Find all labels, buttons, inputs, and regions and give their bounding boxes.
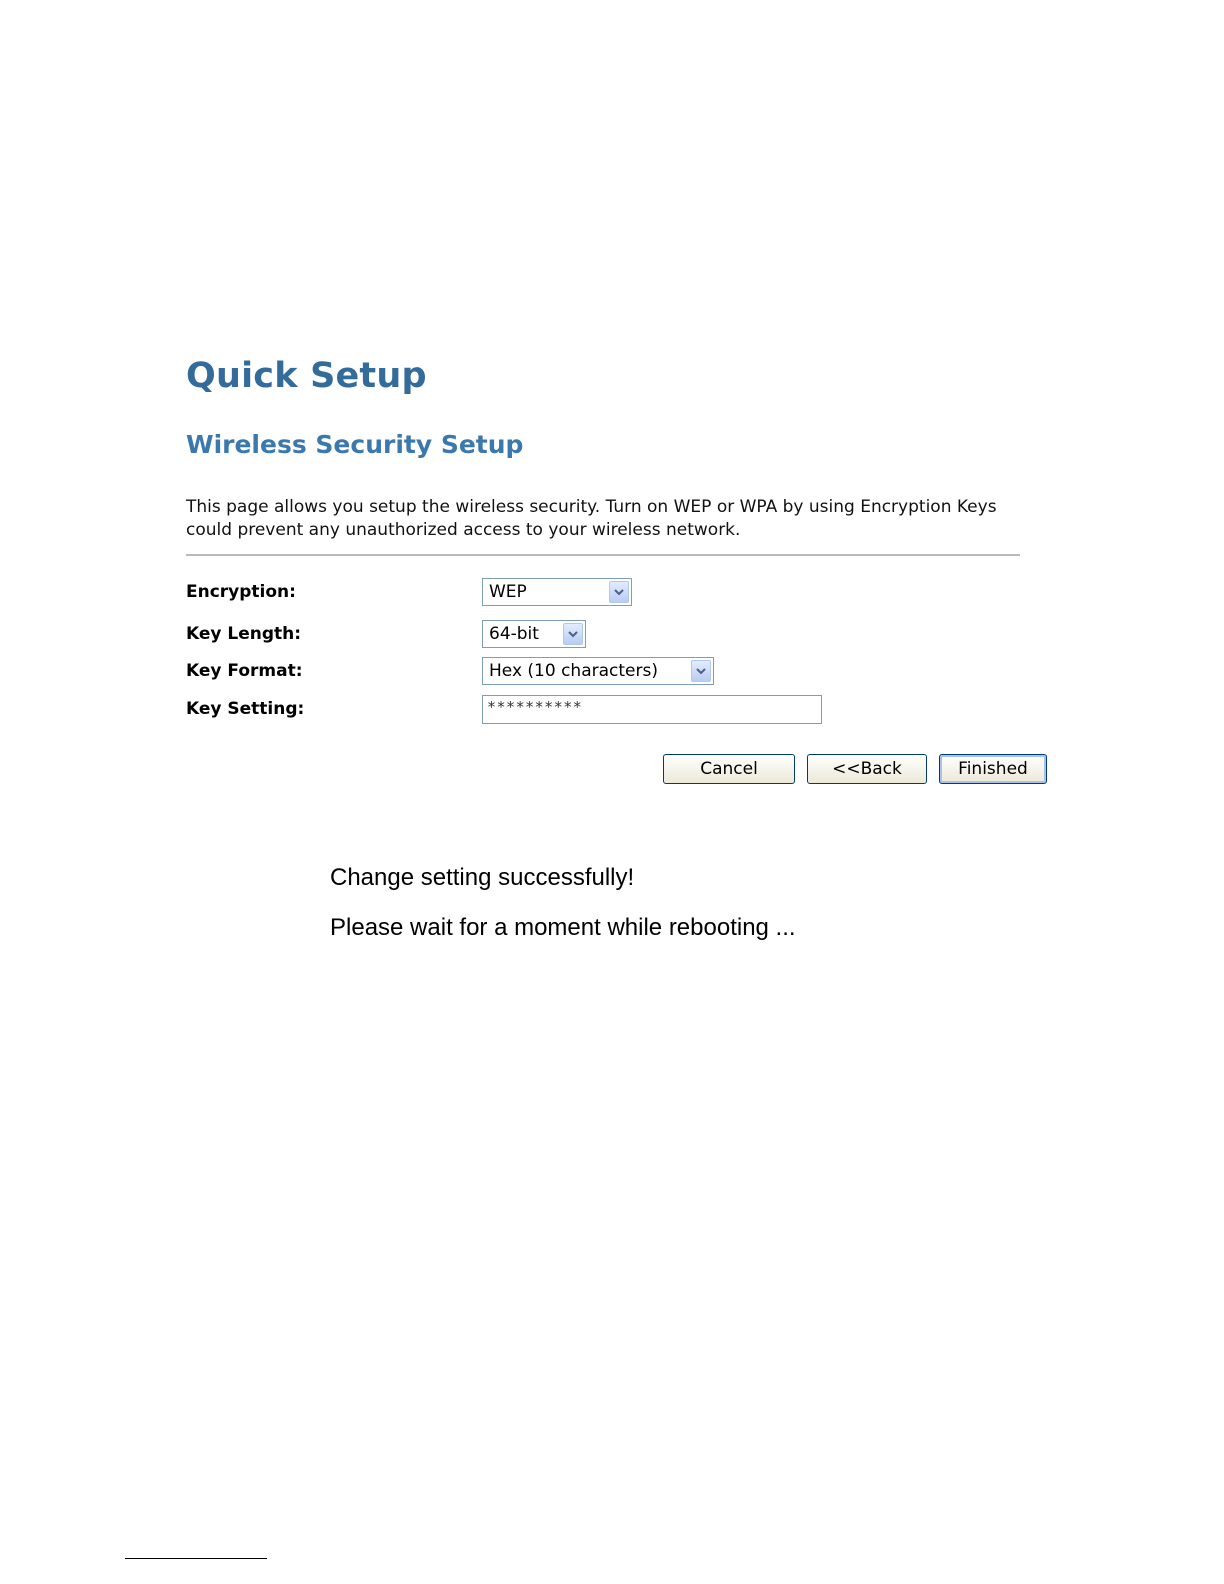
key-length-label: Key Length: (186, 624, 302, 644)
encryption-label: Encryption: (186, 582, 296, 602)
key-format-select-value: Hex (10 characters) (489, 661, 658, 681)
page-title: Quick Setup (186, 356, 427, 396)
key-length-select-value: 64-bit (489, 624, 539, 644)
key-format-select[interactable] (482, 657, 714, 685)
key-setting-input[interactable]: ********** (482, 695, 822, 724)
key-format-label: Key Format: (186, 661, 303, 681)
back-button[interactable]: <<Back (807, 754, 927, 784)
chevron-down-icon[interactable] (691, 660, 711, 682)
success-message: Change setting successfully! (330, 864, 635, 891)
encryption-select[interactable] (482, 578, 632, 606)
encryption-select-value: WEP (489, 582, 527, 602)
section-title: Wireless Security Setup (186, 430, 524, 459)
chevron-down-icon[interactable] (609, 581, 629, 603)
rebooting-message: Please wait for a moment while rebooting ... (330, 914, 796, 941)
key-setting-label: Key Setting: (186, 699, 305, 719)
key-length-select[interactable] (482, 620, 586, 648)
chevron-down-icon[interactable] (563, 623, 583, 645)
divider (186, 554, 1020, 556)
footnote-separator (125, 1558, 267, 1559)
finished-button[interactable]: Finished (939, 754, 1047, 784)
cancel-button[interactable]: Cancel (663, 754, 795, 784)
page-description: This page allows you setup the wireless security. Turn on WEP or WPA by using Encryption Keys could prevent any unauthorized access to your wireless network. (186, 497, 997, 540)
